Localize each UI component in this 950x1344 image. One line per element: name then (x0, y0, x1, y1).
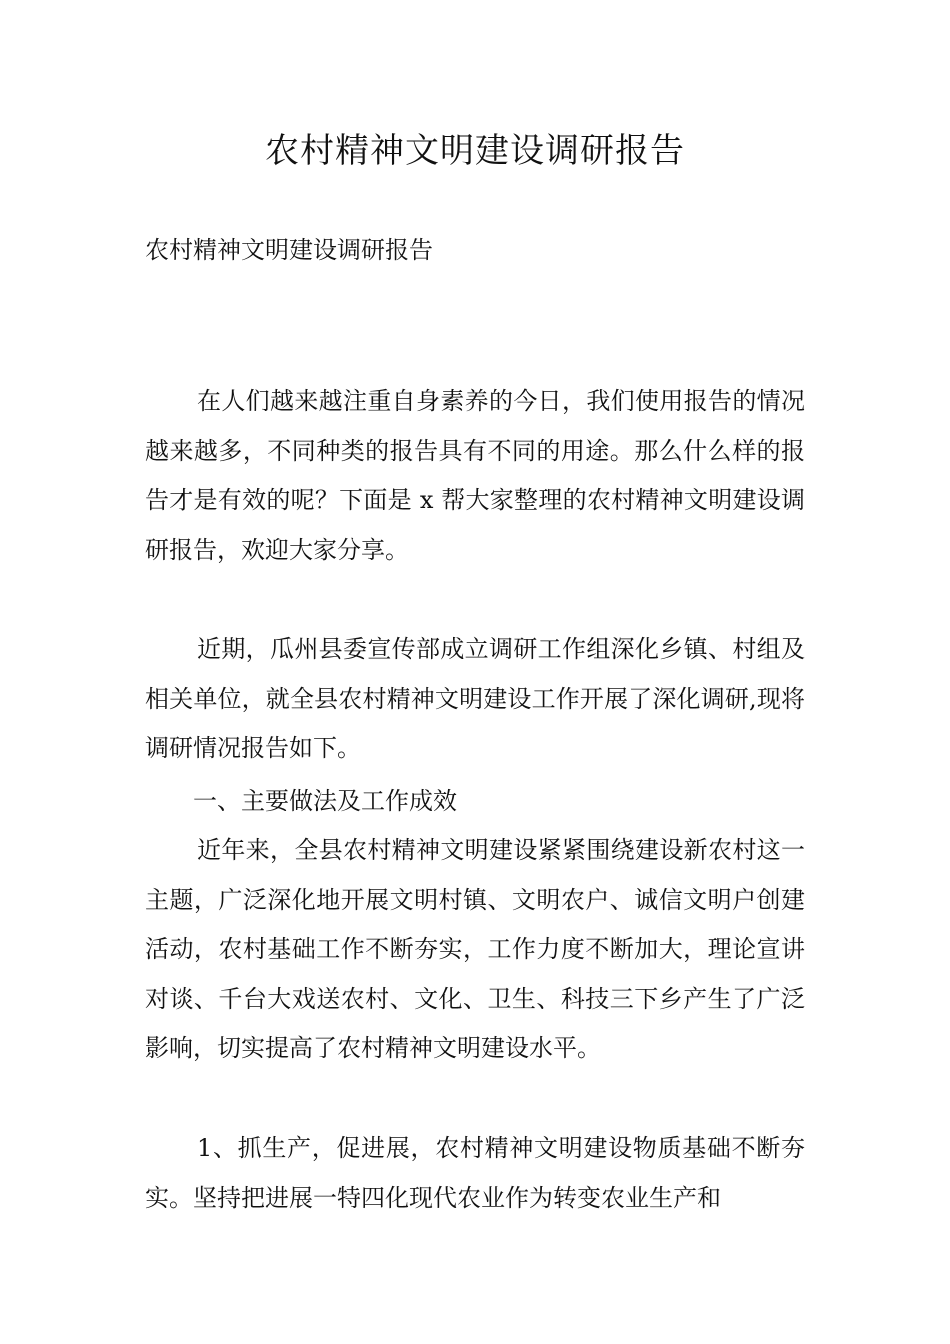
document-subtitle: 农村精神文明建设调研报告 (145, 236, 433, 264)
achievements-paragraph: 近年来，全县农村精神文明建设紧紧围绕建设新农村这一主题，广泛深化地开展文明村镇、文明农户、诚信文明户创建活动，农村基础工作不断夯实，工作力度不断加大，理论宣讲对谈、千台大戏送农村、文化、卫生、科技三下乡产生了广泛影响，切实提高了农村精神文明建设水平。 (145, 836, 805, 1063)
intro-paragraph: 在人们越来越注重自身素养的今日，我们使用报告的情况越来越多，不同种类的报告具有不同的用途。那么什么样的报告才是有效的呢？下面是 x 帮大家整理的农村精神文明建设调研报告，欢迎大家分享。 (145, 387, 805, 564)
production-paragraph: 1、抓生产，促进展，农村精神文明建设物质基础不断夯实。坚持把进展一特四化现代农业作为转变农业生产和 (145, 1134, 805, 1212)
research-overview-paragraph: 近期，瓜州县委宣传部成立调研工作组深化乡镇、村组及相关单位，就全县农村精神文明建设工作开展了深化调研,现将调研情况报告如下。 (145, 635, 805, 763)
section-heading: 一、主要做法及工作成效 (193, 787, 457, 815)
document-title: 农村精神文明建设调研报告 (265, 131, 685, 171)
